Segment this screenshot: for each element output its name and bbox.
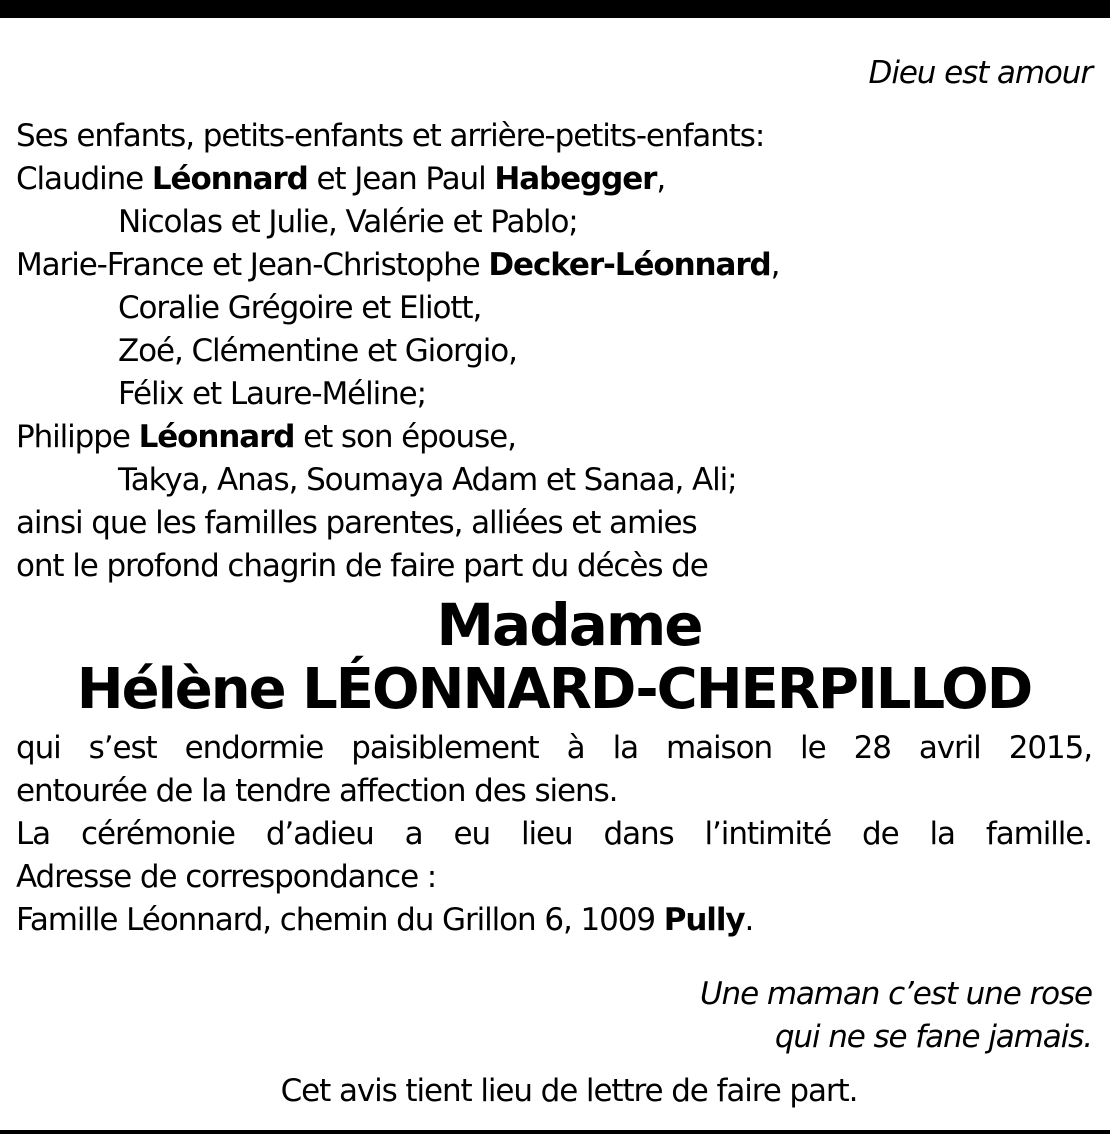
surname: Léonnard [151,161,308,197]
surname: Léonnard [138,419,295,455]
bottom-border-rule [0,1130,1110,1134]
relatives-line: ainsi que les familles parentes, alliées et amies [16,505,697,541]
quote-line-1: Une maman c’est une rose [699,976,1092,1012]
address-line: Famille Léonnard, chemin du Grillon 6, 1009 Pully. [16,902,754,938]
details-line-4: Adresse de correspondance : [16,859,437,895]
epigraph: Dieu est amour [868,55,1092,91]
family-line-3: Philippe Léonnard et son épouse, [16,419,516,455]
announcement-line: ont le profond chagrin de faire part du décès de [16,548,708,584]
family-children-3: Takya, Anas, Soumaya Adam et Sanaa, Ali; [118,462,737,498]
footer-note: Cet avis tient lieu de lettre de faire part. [280,1073,858,1109]
intro-line: Ses enfants, petits-enfants et arrière-petits-enfants: [16,118,765,154]
details-line-2: entourée de la tendre affection des siens. [16,773,618,809]
family-children-2a: Coralie Grégoire et Eliott, [118,290,482,326]
family-children-2c: Félix et Laure-Méline; [118,376,426,412]
surname: Decker-Léonnard [488,247,771,283]
family-line-1: Claudine Léonnard et Jean Paul Habegger, [16,161,666,197]
family-children-1: Nicolas et Julie, Valérie et Pablo; [118,204,578,240]
deceased-title: Madame [436,591,702,659]
family-line-2: Marie-France et Jean-Christophe Decker-Léonnard, [16,247,780,283]
obituary-notice [16,52,1092,1113]
deceased-name: Hélène LÉONNARD-CHERPILLOD [76,657,1032,722]
top-border-rule [0,0,1110,18]
city: Pully [663,902,745,938]
details-line-1: qui s’est endormie paisiblement à la maison le 28 avril 2015, [16,730,1092,766]
quote-line-2: qui ne se fane jamais. [774,1019,1092,1055]
surname: Habegger [494,161,657,197]
family-children-2b: Zoé, Clémentine et Giorgio, [118,333,517,369]
details-line-3: La cérémonie d’adieu a eu lieu dans l’intimité de la famille. [16,816,1092,852]
